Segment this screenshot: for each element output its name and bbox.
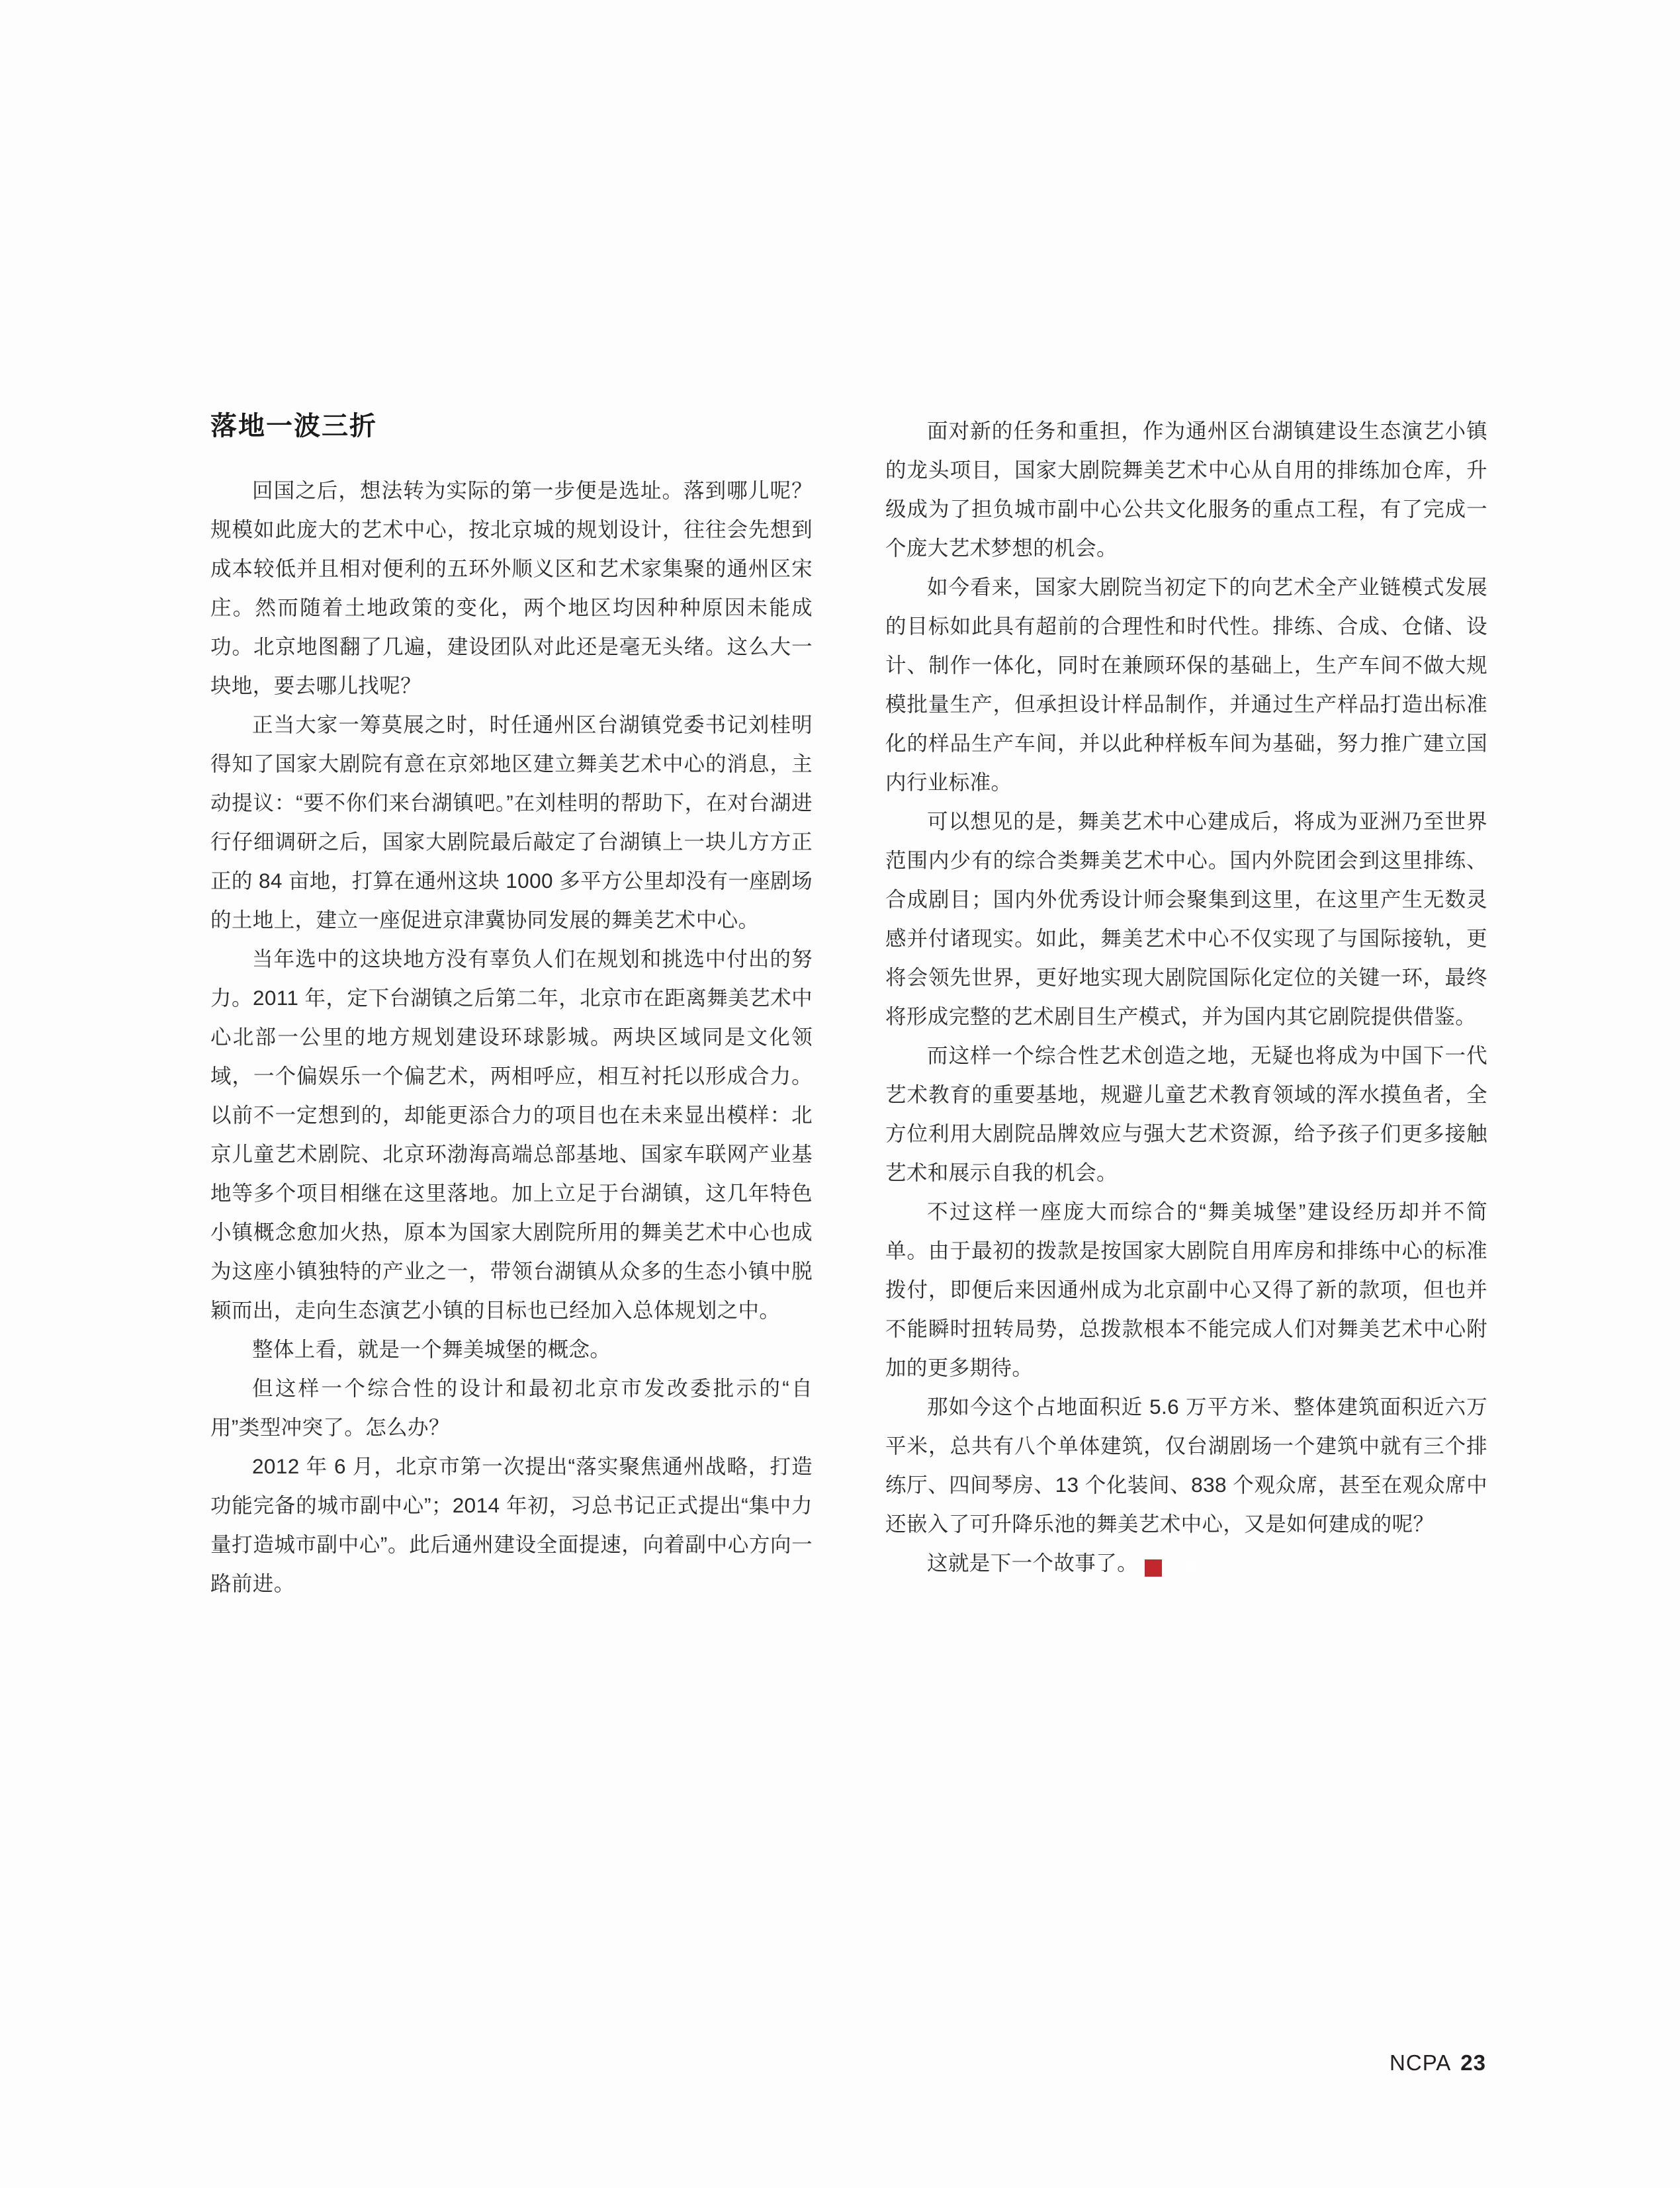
paragraph: 回国之后，想法转为实际的第一步便是选址。落到哪儿呢？规模如此庞大的艺术中心，按北京城的规划设计，往往会先想到成本较低并且相对便利的五环外顺义区和艺术家集聚的通州区宋庄。然而随着土地政策的变化，两个地区均因种种原因未能成功。北京地图翻了几遍，建设团队对此还是毫无头绪。这么大一块地，要去哪儿找呢？: [210, 478, 813, 697]
paragraph: 当年选中的这块地方没有辜负人们在规划和挑选中付出的努力。2011 年，定下台湖镇之后第二年，北京市在距离舞美艺术中心北部一公里的地方规划建设环球影城。两块区域同是文化领域，一个偏娱乐一个偏艺术，两相呼应，相互衬托以形成合力。以前不一定想到的，却能更添合力的项目也在未来显出模样：北京儿童艺术剧院、北京环渤海高端总部基地、国家车联网产业基地等多个项目相继在这里落地。加上立足于台湖镇，这几年特色小镇概念愈加火热，原本为国家大剧院所用的舞美艺术中心也成为这座小镇独特的产业之一，带领台湖镇从众多的生态小镇中脱颖而出，走向生态演艺小镇的目标也已经加入总体规划之中。: [210, 947, 813, 1322]
paragraph: 不过这样一座庞大而综合的“舞美城堡”建设经历却并不简单。由于最初的拨款是按国家大剧院自用库房和排练中心的标准拨付，即便后来因通州成为北京副中心又得了新的款项，但也并不能瞬时扭转局势，总拨款根本不能完成人们对舞美艺术中心附加的更多期待。: [885, 1200, 1487, 1379]
paragraph: 但这样一个综合性的设计和最初北京市发改委批示的“自用”类型冲突了。怎么办？: [210, 1376, 813, 1439]
paragraph: 整体上看，就是一个舞美城堡的概念。: [252, 1337, 611, 1361]
publication-name: NCPA: [1390, 2050, 1452, 2075]
article-columns: [210, 410, 1487, 1603]
end-of-article-mark: 剧: [1145, 1559, 1162, 1577]
paragraph: 可以想见的是，舞美艺术中心建成后，将成为亚洲乃至世界范围内少有的综合类舞美艺术中心。国内外院团会到这里排练、合成剧目；国内外优秀设计师会聚集到这里，在这里产生无数灵感并付诸现实。如此，舞美艺术中心不仅实现了与国际接轨，更将会领先世界，更好地实现大剧院国际化定位的关键一环，最终将形成完整的艺术剧目生产模式，并为国内其它剧院提供借鉴。: [885, 809, 1487, 1028]
paragraph: 而这样一个综合性艺术创造之地，无疑也将成为中国下一代艺术教育的重要基地，规避儿童艺术教育领域的浑水摸鱼者，全方位利用大剧院品牌效应与强大艺术资源，给予孩子们更多接触艺术和展示自我的机会。: [885, 1043, 1487, 1184]
right-column: [885, 410, 1487, 1603]
closing-paragraph: [885, 1544, 1487, 1583]
page-footer: [1390, 2050, 1486, 2076]
paragraph: 面对新的任务和重担，作为通州区台湖镇建设生态演艺小镇的龙头项目，国家大剧院舞美艺术中心从自用的排练加仓库，升级成为了担负城市副中心公共文化服务的重点工程，有了完成一个庞大艺术梦想的机会。: [885, 419, 1487, 560]
paragraph: 如今看来，国家大剧院当初定下的向艺术全产业链模式发展的目标如此具有超前的合理性和时代性。排练、合成、仓储、设计、制作一体化，同时在兼顾环保的基础上，生产车间不做大规模批量生产，但承担设计样品制作，并通过生产样品打造出标准化的样品生产车间，并以此种样板车间为基础，努力推广建立国内行业标准。: [885, 575, 1487, 794]
paragraph: 2012 年 6 月，北京市第一次提出“落实聚焦通州战略，打造功能完备的城市副中心”；2014 年初，习总书记正式提出“集中力量打造城市副中心”。此后通州建设全面提速，向着副中心方向一路前进。: [210, 1454, 813, 1595]
paragraph: 那如今这个占地面积近 5.6 万平方米、整体建筑面积近六万平米，总共有八个单体建筑，仅台湖剧场一个建筑中就有三个排练厅、四间琴房、13 个化装间、838 个观众席，甚至在观众席中还嵌入了可升降乐池的舞美艺术中心，又是如何建成的呢？: [885, 1395, 1487, 1536]
page-number: 23: [1460, 2050, 1486, 2075]
paragraph: 正当大家一筹莫展之时，时任通州区台湖镇党委书记刘桂明得知了国家大剧院有意在京郊地区建立舞美艺术中心的消息，主动提议：“要不你们来台湖镇吧。”在刘桂明的帮助下，在对台湖进行仔细调研之后，国家大剧院最后敲定了台湖镇上一块儿方方正正的 84 亩地，打算在通州这块 1000 多平方公里却没有一座剧场的土地上，建立一座促进京津冀协同发展的舞美艺术中心。: [210, 713, 813, 932]
section-heading: 落地一波三折: [210, 412, 377, 441]
left-column: [210, 410, 813, 1603]
closing-text: 这就是下一个故事了。: [927, 1551, 1139, 1575]
